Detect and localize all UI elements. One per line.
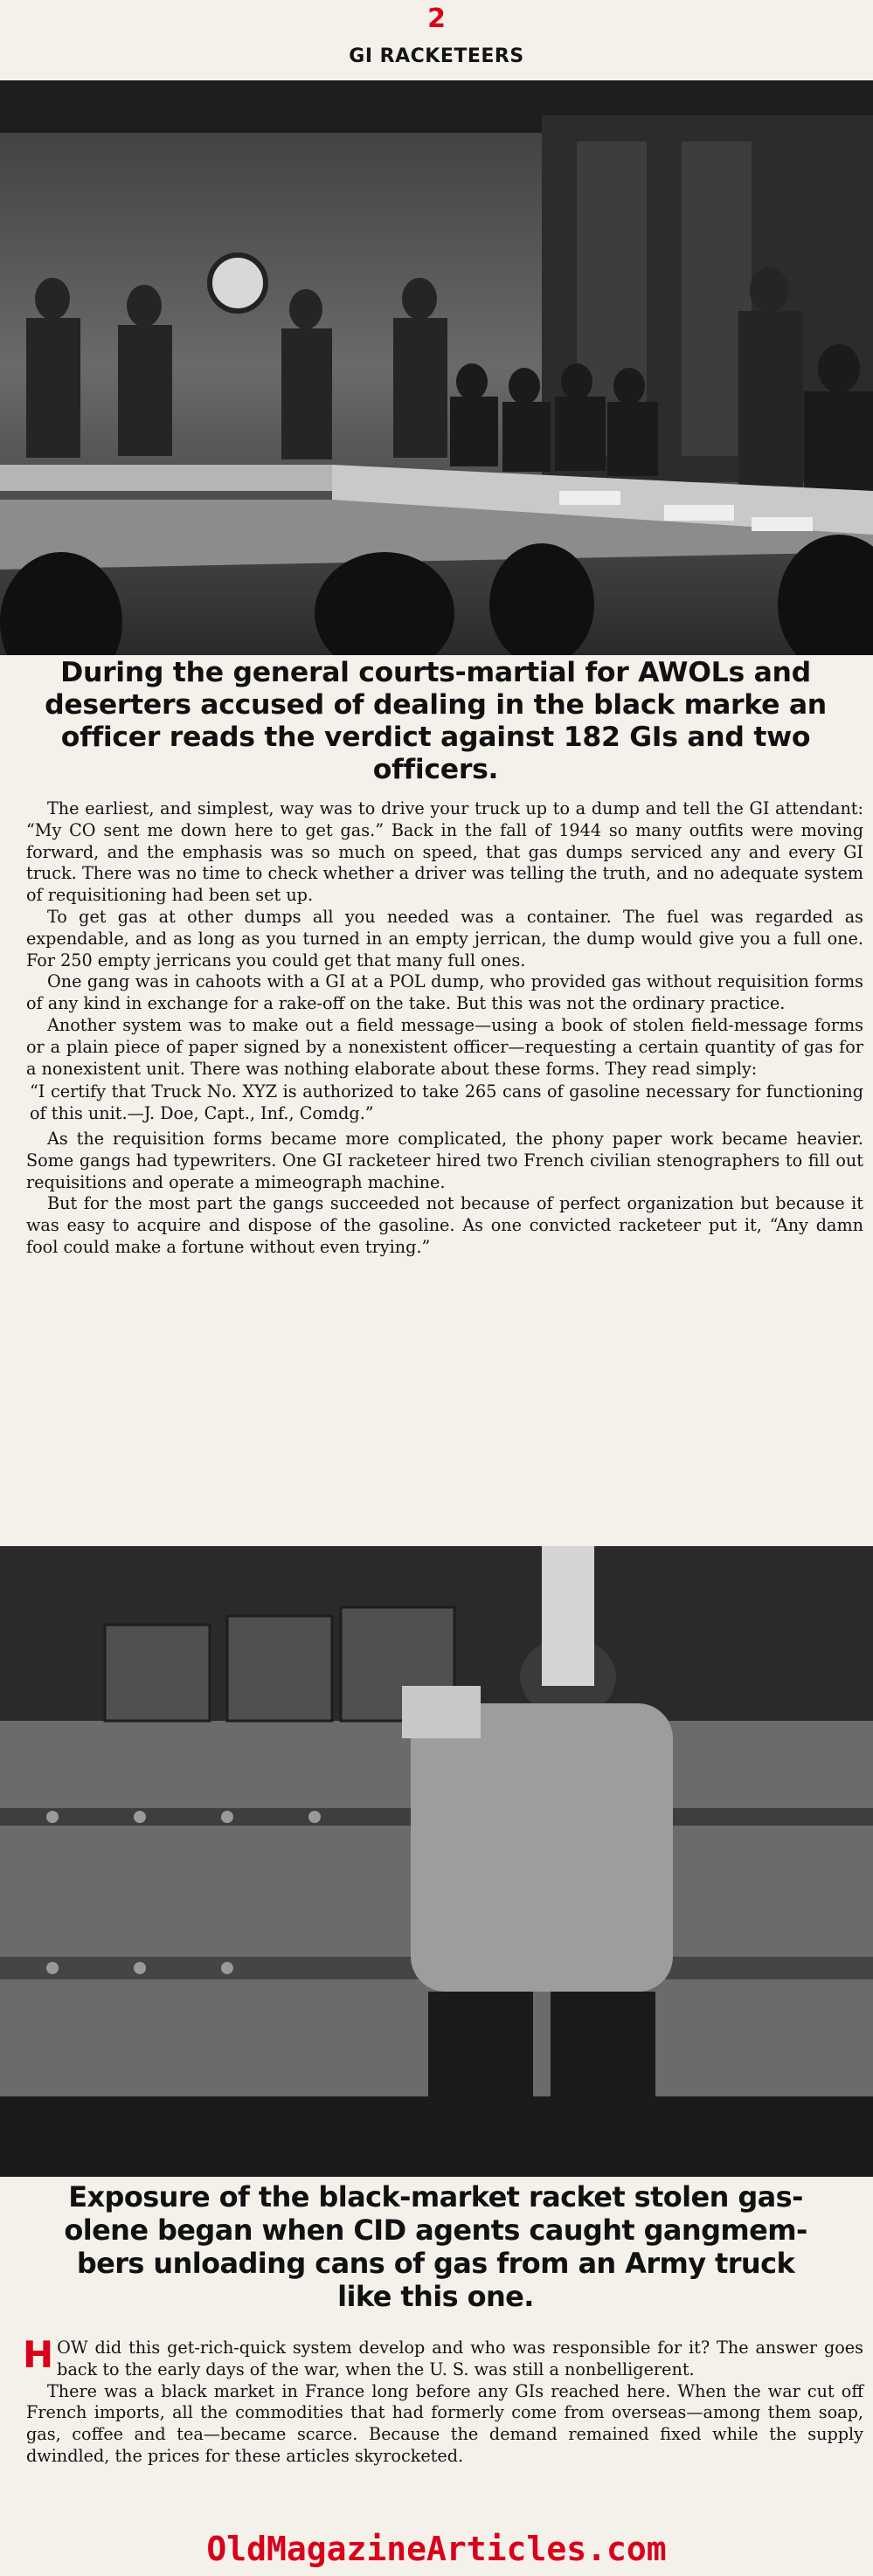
article-body-part-2 xyxy=(23,2333,863,2468)
paragraph-text: OW did this get-rich-quick system develop and who was responsible for it? The answer goes back to the early days of the war, when the U. S. was still a nonbelligerent. xyxy=(57,2338,863,2379)
paragraph: As the requisition forms became more complicated, the phony paper work became heavier. Some gangs had typewriters. One GI racketeer hired two French civilian stenographers to fill out requisitions and operate a mimeograph machine. xyxy=(26,1128,863,1192)
paragraph: To get gas at other dumps all you needed was a container. The fuel was regarded as expendable, and as long as you turned in an empty jerrican, the dump would give you a full one. For 250 empty jerricans you could get that many full ones. xyxy=(26,906,863,970)
page-number: 2 xyxy=(427,3,446,34)
paragraph: Another system was to make out a field message—using a book of stolen field-message forms or a plain piece of paper signed by a nonexistent officer—requesting a certain quantity of gas for a nonexistent unit. There was nothing elaborate about these forms. They read simply: xyxy=(26,1014,863,1079)
page-header: GI RACKETEERS xyxy=(349,45,524,67)
article-body-part-1 xyxy=(26,798,863,1259)
drop-cap: H xyxy=(23,2333,54,2376)
paragraph: But for the most part the gangs succeeded not because of perfect organization but because it was easy to acquire and dispose of the gasoline. As one convicted racketeer put it, “Any damn fool could make a fortune without even trying.” xyxy=(26,1193,863,1257)
paragraph: There was a black market in France long before any GIs reached here. When the war cut off French imports, all the commodities that had formerly come from overseas—among them soap, gas, coffee and tea—became scarce. Because the demand remained fixed while the supply dwindled, the prices for these articles skyrocketed. xyxy=(26,2380,863,2466)
truck-unloading-photo xyxy=(0,1546,873,2177)
site-watermark: OldMagazineArticles.com xyxy=(206,2530,667,2568)
paragraph: One gang was in cahoots with a GI at a POL dump, who provided gas without requisition forms of any kind in exchange for a rake-off on the take. But this was not the ordinary practice. xyxy=(26,971,863,1014)
photo-caption: During the general courts-martial for AWOLs and deserters accused of dealing in the black marke an officer reads the verdict against 182 GIs and two officers. xyxy=(45,657,827,785)
quoted-form: “I certify that Truck No. XYZ is authorized to take 265 cans of gasoline necessary for functioning of this unit.—J. Doe, Capt., Inf., Comdg.” xyxy=(30,1081,863,1124)
paragraph xyxy=(23,2333,863,2381)
courts-martial-photo xyxy=(0,80,873,655)
photo-caption: Exposure of the black-market racket stolen gas- olene began when CID agents caught gangmem- bers unloading cans of gas from an Army truck like this one. xyxy=(64,2180,807,2313)
paragraph: The earliest, and simplest, way was to drive your truck up to a dump and tell the GI attendant: “My CO sent me down here to get gas.” Back in the fall of 1944 so many outfits were moving forward, and the emphasis was so much on speed, that gas dumps serviced any and every GI truck. There was no time to check whether a driver was telling the truth, and no adequate system of requisitioning had been set up. xyxy=(26,798,863,906)
